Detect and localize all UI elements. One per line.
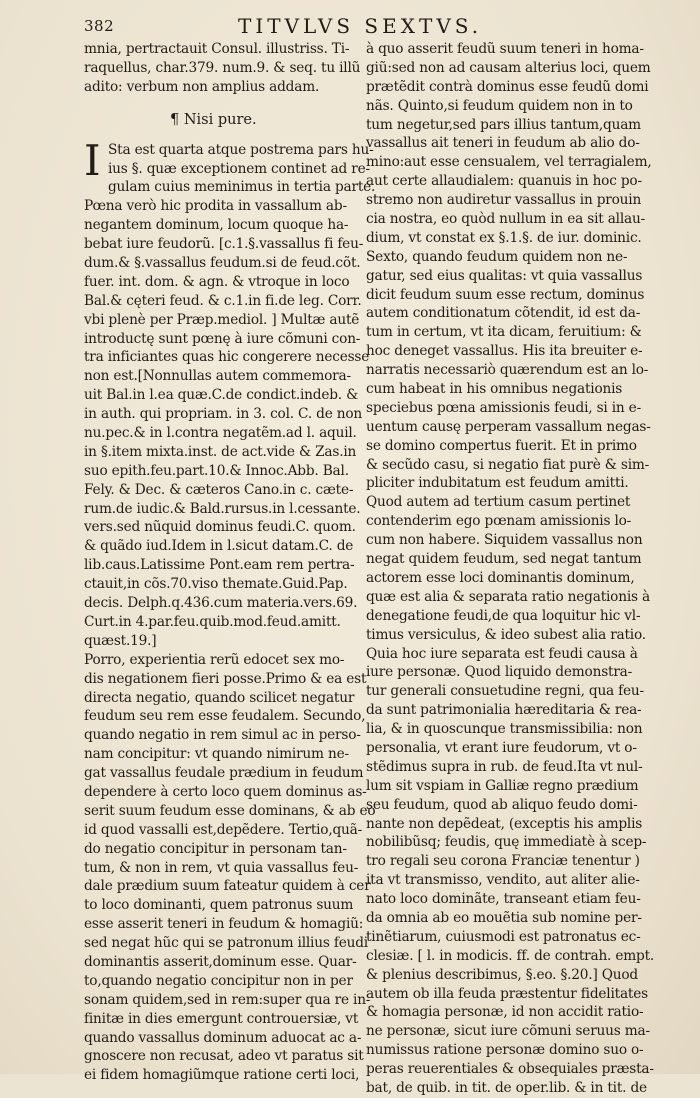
text-line: tra inficiantes quas hic congerere necesse bbox=[84, 349, 370, 366]
text-line: autem ob illa feuda præstentur fidelitates bbox=[366, 985, 648, 1002]
text-line: in §.item mixta.inst. de act.vide & Zas.in bbox=[84, 443, 357, 460]
text-line: cia nostra, eo quòd nullum in ea sit allau- bbox=[366, 211, 646, 228]
text-line: bebat iure feudorũ. [c.1.§.vassallus fi feu- bbox=[84, 236, 364, 253]
text-line: cum non habere. Siquidem vassallus non bbox=[366, 532, 643, 549]
text-line: gatur, sed eius qualitas: vt quia vassallus bbox=[366, 267, 643, 284]
text-line: & secũdo casu, si negatio fiat purè & sim- bbox=[366, 456, 650, 473]
text-line: prætẽdit contrà dominus esse feudũ domi bbox=[366, 78, 649, 95]
left-column-body bbox=[84, 178, 376, 1085]
text-line: hoc deneget vassallus. His ita breuiter e- bbox=[366, 343, 643, 360]
text-line: tum negetur,sed pars illius tantum,quam bbox=[366, 116, 641, 133]
text-line: negat quidem feudum, sed negat tantum bbox=[366, 551, 642, 568]
text-line: Quod autem ad tertium casum pertinet bbox=[366, 494, 631, 511]
text-line: vers.sed nũquid dominus feudi.C. quom. bbox=[84, 519, 356, 536]
text-line: gulam cuius meminimus in tertia parte. bbox=[108, 179, 376, 196]
text-line: nam concipitur: vt quando nimirum ne- bbox=[84, 746, 349, 763]
text-line: contenderim ego pœnam amissionis lo- bbox=[366, 513, 632, 530]
text-line: tinẽtiarum, cuiusmodi est patronatus ec- bbox=[366, 928, 641, 945]
text-line: Sexto, quando feudum quidem non ne- bbox=[366, 248, 628, 265]
text-line: seu feudum, quod ab aliquo feudo domi- bbox=[366, 796, 638, 813]
left-column bbox=[84, 40, 376, 1084]
text-line: iure personæ. Quod liquido demonstra- bbox=[366, 664, 633, 681]
text-line: dium, vt constat ex §.1.§. de iur. dominic. bbox=[366, 229, 642, 246]
text-line: dis negationem fieri posse.Primo & ea est bbox=[84, 670, 367, 687]
text-line: personalia, vt erant iure feudorum, vt o- bbox=[366, 739, 637, 756]
text-line: non est.[Nonnullas autem commemora- bbox=[84, 368, 351, 385]
text-line: dale prædium suum fateatur quidem à cer bbox=[84, 878, 371, 895]
text-line: raquellus, char.379. num.9. & seq. tu illũ bbox=[84, 59, 361, 76]
text-line: se domino compertus fuerit. Et in primo bbox=[366, 437, 637, 454]
text-line: clesiæ. [ l. in modicis. ff. de contrah. empt. bbox=[366, 947, 655, 964]
text-line: dicit feudum suum esse rectum, dominus bbox=[366, 286, 645, 303]
text-line: quæst.19.] bbox=[84, 632, 157, 649]
text-line: giũ:sed non ad causam alterius loci, quem bbox=[366, 59, 651, 76]
text-line: actorem esse loci dominantis dominum, bbox=[366, 569, 635, 586]
text-line: suo epith.feu.part.10.& Innoc.Abb. Bal. bbox=[84, 462, 349, 479]
text-line: nãs. Quinto,si feudum quidem non in to bbox=[366, 97, 633, 114]
drop-cap-lines bbox=[84, 135, 374, 185]
text-line: uit Bal.in l.ea quæ.C.de condict.indeb. & bbox=[84, 387, 359, 404]
text-line: nobilibũsq; feudis, quę immediatè à scep- bbox=[366, 834, 647, 851]
text-line: tur generali consuetudine regni, qua feu- bbox=[366, 683, 644, 700]
text-line: sonam quidem,sed in rem:super qua re in- bbox=[84, 991, 371, 1008]
text-line: tum in certum, vt ita dicam, feruitium: & bbox=[366, 324, 642, 341]
right-column bbox=[366, 40, 655, 1096]
text-line: Quia hoc iure separata est feudi causa à bbox=[366, 645, 638, 662]
text-line: ei fidem homagiũmque ratione certi loci, bbox=[84, 1067, 360, 1084]
text-line: autem conditionatum cõtendit, id est da- bbox=[366, 305, 641, 322]
text-line: aut certe allaudialem: quanuis in hoc po- bbox=[366, 173, 642, 190]
text-line: serit suum feudum esse dominans, & ab eo bbox=[84, 802, 376, 819]
text-line: peras reuerentiales & obsequiales præsta- bbox=[366, 1061, 654, 1078]
right-column-body bbox=[366, 40, 655, 1098]
text-line: da omnia ab eo mouẽtia sub nomine per- bbox=[366, 909, 642, 926]
text-line: timus versiculus, & ideo subest alia ratio. bbox=[366, 626, 646, 643]
text-line: do negatio concipitur in personam tan- bbox=[84, 840, 347, 857]
text-line: Pœna verò hic prodita in vassallum ab- bbox=[84, 198, 347, 215]
text-line: quando vassallus dominum aduocat ac a- bbox=[84, 1029, 362, 1046]
text-line: cum habeat in his omnibus negationis bbox=[366, 381, 623, 398]
text-line: uentum causę perperam vassallum negas- bbox=[366, 418, 651, 435]
text-line: Porro, experientia rerũ edocet sex mo- bbox=[84, 651, 345, 668]
text-line: lib.caus.Latissime Pont.eam rem pertra- bbox=[84, 557, 355, 574]
text-line: tum, & non in rem, vt quia vassallus feu- bbox=[84, 859, 359, 876]
text-line: vbi plenè per Præp.mediol. ] Multæ autẽ bbox=[84, 311, 360, 328]
section-rubric: ¶ Nisi pure. bbox=[170, 111, 257, 128]
text-line: quando negatio in rem simul ac in perso- bbox=[84, 727, 361, 744]
text-line: dominantis asserit,dominum esse. Quar- bbox=[84, 953, 357, 970]
page-number: 382 bbox=[84, 17, 115, 35]
text-line: da sunt patrimonialia hæreditaria & rea- bbox=[366, 702, 642, 719]
text-line: Sta est quarta atque postrema pars hu- bbox=[108, 141, 374, 158]
text-line: id quod vassalli est,depẽdere. Tertio,quã- bbox=[84, 821, 363, 838]
text-line: to,quando negatio concipitur non in per bbox=[84, 972, 353, 989]
text-line: numissus ratione personæ domino suo o- bbox=[366, 1042, 644, 1059]
left-column-opening-lines bbox=[84, 40, 361, 97]
text-line: & plenius describimus, §.eo. §.20.] Quod bbox=[366, 966, 638, 983]
text-line: Bal.& cęteri feud. & c.1.in fi.de leg. Corr. bbox=[84, 292, 362, 309]
text-line: nu.pec.& in l.contra negatẽm.ad l. aquil. bbox=[84, 425, 357, 442]
drop-cap-initial: I bbox=[84, 135, 101, 185]
text-line: mino:aut esse censualem, vel terragialem, bbox=[366, 154, 652, 171]
text-line: bat, de quib. in tit. de oper.lib. & in tit. de bbox=[366, 1079, 647, 1096]
text-line: nato loco dominãte, transeant etiam feu- bbox=[366, 891, 641, 908]
text-line: vassallus ait teneri in feudum ab alio do- bbox=[366, 135, 640, 152]
text-line: stẽdimus supra in rub. de feud.Ita vt nul- bbox=[366, 758, 643, 775]
text-line: ius §. quæ exceptionem continet ad re- bbox=[108, 160, 370, 177]
text-line: dependere à certo loco quem dominus as- bbox=[84, 783, 367, 800]
text-line: Fely. & Dec. & cæteros Cano.in c. cæte- bbox=[84, 481, 354, 498]
text-line: negantem dominum, locum quoque ha- bbox=[84, 217, 349, 234]
initial-paragraph bbox=[84, 135, 374, 185]
text-line: mnia, pertractauit Consul. illustriss. Ti- bbox=[84, 41, 350, 57]
text-line: introductę sunt pœnę à iure cõmuni con- bbox=[84, 330, 361, 347]
text-line: & homagia personæ, id non accidit ratio- bbox=[366, 1004, 644, 1021]
text-line: tro regali seu corona Franciæ tenentur ) bbox=[366, 853, 640, 870]
text-line: lum sit vspiam in Galliæ regno prædium bbox=[366, 777, 639, 794]
text-line: gnoscere non recusat, adeo vt paratus sit bbox=[84, 1048, 364, 1065]
text-line: stremo non audiretur vassallus in prouin bbox=[366, 192, 642, 209]
text-line: sed negat hũc qui se patronum illius feudi bbox=[84, 935, 368, 952]
text-line: lia, & in quoscunque transmissibilia: non bbox=[366, 721, 643, 738]
text-line: finitæ in dies emergunt controuersiæ, vt bbox=[84, 1010, 359, 1027]
text-line: ne personæ, sicut iure cõmuni seruus ma- bbox=[366, 1023, 650, 1040]
text-line: to loco dominanti, quem patronus suum bbox=[84, 897, 354, 914]
text-line: ita vt transmisso, vendito, aut aliter alie- bbox=[366, 872, 640, 889]
text-line: nante non depẽdeat, (exceptis his amplis bbox=[366, 815, 643, 832]
text-line: speciebus pœna amissionis feudi, si in e- bbox=[366, 399, 642, 416]
text-line: feudum seu rem esse feudalem. Secundo, bbox=[84, 708, 366, 725]
text-line: denegatione feudi,de qua loquitur hic vl- bbox=[366, 607, 641, 624]
text-line: Curt.in 4.par.feu.quib.mod.feud.amitt. bbox=[84, 613, 341, 630]
text-line: pliciter indubitatum est feudum amitti. bbox=[366, 475, 629, 492]
text-line: narratis necessariò quærendum est an lo- bbox=[366, 362, 649, 379]
text-line: dum.& §.vassallus feudum.si de feud.cõt. bbox=[84, 255, 361, 272]
text-line: & quãdo iud.Idem in l.sicut datam.C. de bbox=[84, 538, 354, 555]
text-line: rum.de iudic.& Bald.rursus.in l.cessante. bbox=[84, 500, 361, 517]
text-line: in auth. qui propriam. in 3. col. C. de non bbox=[84, 406, 363, 423]
running-title: TITVLVS SEXTVS. bbox=[238, 14, 483, 38]
text-line: ctauit,in cõs.70.viso themate.Guid.Pap. bbox=[84, 576, 348, 593]
text-line: quæ est alia & separata ratio negationis à bbox=[366, 588, 650, 605]
text-line: adito: verbum non amplius addam. bbox=[84, 78, 320, 95]
text-line: directa negatio, quando scilicet negatur bbox=[84, 689, 355, 706]
text-line: à quo asserit feudũ suum teneri in homa- bbox=[366, 41, 644, 57]
text-line: esse asserit teneri in feudum & homagiũ: bbox=[84, 916, 364, 933]
text-line: decis. Delph.q.436.cum materia.vers.69. bbox=[84, 595, 358, 612]
text-line: gat vassallus feudale prædium in feudum bbox=[84, 765, 364, 782]
text-line: fuer. int. dom. & agn. & vtroque in loco bbox=[84, 273, 350, 290]
